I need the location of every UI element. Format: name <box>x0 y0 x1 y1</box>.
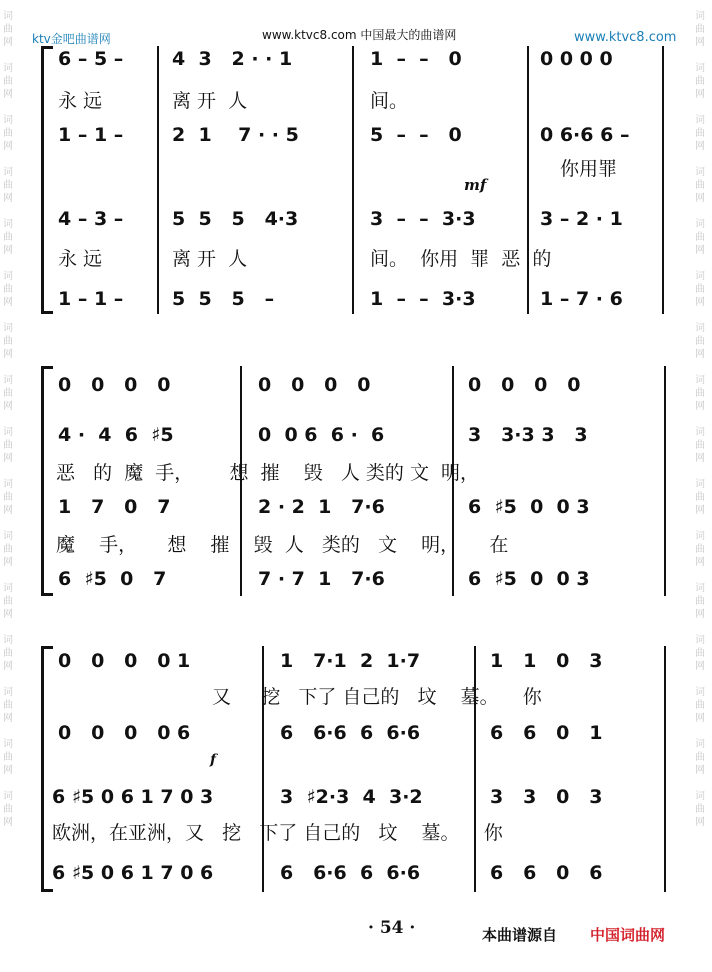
notes-s2-r4-m1: 6 ♯5 0 7 <box>58 568 167 590</box>
system-2-brace <box>41 366 44 596</box>
watermark-center: www.ktvc8.com 中国最大的曲谱网 <box>262 28 457 42</box>
notes-s2-r3-m1: 1 7 0 7 <box>58 496 171 518</box>
notes-s3-r4-m3: 6 6 0 6 <box>490 862 603 884</box>
notes-s1-r2-m2: 2 1 7 · · 5 <box>172 124 299 146</box>
notes-s1-r2-m1: 1 – 1 – <box>58 124 124 146</box>
system-1-bracket-bottom <box>41 311 53 314</box>
notes-s3-r3-m2: 3 ♯2·3 4 3·2 <box>280 786 423 808</box>
notes-s1-r1-m4: 0 0 0 0 <box>540 48 613 70</box>
notes-s1-r3-m3: 3 – – 3·3 <box>370 208 476 230</box>
notes-s2-r2-m2: 0 0 6 6 · 6 <box>258 424 385 446</box>
dynamic-f: f <box>210 752 217 768</box>
barline <box>527 46 529 314</box>
site-link[interactable]: 中国词曲网 <box>590 926 666 944</box>
system-2-bracket-top <box>41 366 53 369</box>
watermark-right: www.ktvc8.com <box>574 30 677 45</box>
barline-end <box>664 366 666 596</box>
notes-s2-r4-m2: 7 · 7 1 7·6 <box>258 568 385 590</box>
notes-s2-r1-m2: 0 0 0 0 <box>258 374 371 396</box>
lyric-s2-r3: 魔 手， 想 摧 毁 人 类的 文 明， 在 <box>56 534 509 556</box>
notes-s3-r1-m1: 0 0 0 0 1 <box>58 650 191 672</box>
system-2-bracket-bottom <box>41 593 53 596</box>
system-1-bracket-top <box>41 46 53 49</box>
notes-s2-r1-m3: 0 0 0 0 <box>468 374 581 396</box>
notes-s1-r2-m3: 5 – – 0 <box>370 124 462 146</box>
page-number: · 54 · <box>368 918 416 938</box>
notes-s3-r4-m2: 6 6·6 6 6·6 <box>280 862 421 884</box>
notes-s3-r2-m3: 6 6 0 1 <box>490 722 603 744</box>
lyric-s2-r2: 恶 的 魔 手， 想 摧 毁 人 类的 文 明， <box>56 462 480 484</box>
notes-s2-r3-m3: 6 ♯5 0 0 3 <box>468 496 590 518</box>
system-1-brace <box>41 46 44 314</box>
lyric-s1-r1-b: 离 开 人 <box>172 90 248 112</box>
notes-s1-r1-m2: 4 3 2 · · 1 <box>172 48 293 70</box>
dynamic-mf: mf <box>464 176 487 194</box>
barline <box>352 46 354 314</box>
notes-s3-r3-m3: 3 3 0 3 <box>490 786 603 808</box>
notes-s1-r2-m4: 0 6·6 6 – <box>540 124 630 146</box>
system-3-brace <box>41 646 44 892</box>
system-3-bracket-bottom <box>41 889 53 892</box>
side-watermark-right: 词 曲 网 词 曲 网 词 曲 网 词 曲 网 词 曲 网 词 曲 网 词 曲 网 词 曲 网 词 曲 网 词 曲 网 词 曲 网 词 曲 网 词 曲 网 词 曲 网 词 曲 网 词 曲 网 <box>695 11 705 828</box>
notes-s1-r3-m1: 4 – 3 – <box>58 208 124 230</box>
notes-s2-r2-m1: 4 · 4 6 ♯5 <box>58 424 174 446</box>
source-label: 本曲谱源自 <box>482 926 558 944</box>
notes-s3-r3-m1: 6 ♯5 0 6 1 7 0 3 <box>52 786 214 808</box>
notes-s3-r2-m1: 0 0 0 0 6 <box>58 722 191 744</box>
side-watermark-left: 词 曲 网 词 曲 网 词 曲 网 词 曲 网 词 曲 网 词 曲 网 词 曲 网 词 曲 网 词 曲 网 词 曲 网 词 曲 网 词 曲 网 词 曲 网 词 曲 网 词 曲 网 词 曲 网 <box>3 11 13 828</box>
lyric-s3-r1: 又 挖 下了 自己的 坟 墓。 你 <box>212 686 542 708</box>
notes-s2-r2-m3: 3 3·3 3 3 <box>468 424 588 446</box>
notes-s1-r4-m3: 1 – – 3·3 <box>370 288 476 310</box>
notes-s2-r3-m2: 2 · 2 1 7·6 <box>258 496 385 518</box>
notes-s2-r1-m1: 0 0 0 0 <box>58 374 171 396</box>
notes-s1-r3-m2: 5 5 5 4·3 <box>172 208 299 230</box>
lyric-s1-r3-c: 间。 你用 罪 恶 的 <box>370 248 552 270</box>
lyric-s1-r2: 你用罪 <box>560 158 618 180</box>
notes-s3-r2-m2: 6 6·6 6 6·6 <box>280 722 421 744</box>
lyric-s3-r3: 欧洲，在亚洲，又 挖 下了 自己的 坟 墓。 你 <box>52 822 503 844</box>
lyric-s1-r1-c: 间。 <box>370 90 409 112</box>
watermark-left: ktv金吧曲谱网 <box>32 32 111 46</box>
notes-s1-r3-m4: 3 – 2 · 1 <box>540 208 623 230</box>
notes-s1-r1-m3: 1 – – 0 <box>370 48 462 70</box>
notes-s3-r1-m2: 1 7·1 2 1·7 <box>280 650 421 672</box>
notes-s1-r1-m1: 6 – 5 – <box>58 48 124 70</box>
notes-s3-r4-m1: 6 ♯5 0 6 1 7 0 6 <box>52 862 214 884</box>
notes-s1-r4-m2: 5 5 5 – <box>172 288 275 310</box>
barline-end <box>662 46 664 314</box>
notes-s2-r4-m3: 6 ♯5 0 0 3 <box>468 568 590 590</box>
lyric-s1-r3-a: 永 远 <box>58 248 103 270</box>
barline-end <box>664 646 666 892</box>
notes-s3-r1-m3: 1 1 0 3 <box>490 650 603 672</box>
notes-s1-r4-m1: 1 – 1 – <box>58 288 124 310</box>
notes-s1-r4-m4: 1 – 7 · 6 <box>540 288 623 310</box>
lyric-s1-r1-a: 永 远 <box>58 90 103 112</box>
system-3-bracket-top <box>41 646 53 649</box>
lyric-s1-r3-b: 离 开 人 <box>172 248 248 270</box>
barline <box>157 46 159 314</box>
